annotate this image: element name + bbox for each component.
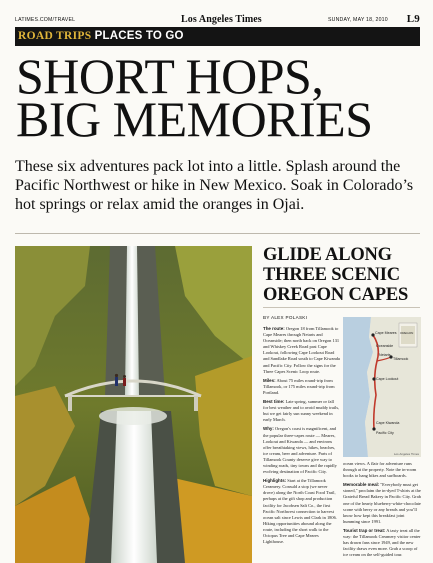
paragraph-label: Tourist trap or treat: [343, 527, 386, 533]
map-label-kiwanda: Cape Kiwanda [376, 421, 400, 425]
paragraph-label: Why: [263, 426, 274, 432]
map-credit: Los Angeles Times [393, 452, 419, 456]
story-column-2 [343, 461, 421, 563]
paragraph-label: Highlights: [263, 478, 287, 484]
issue-date: SUNDAY, MAY 18, 2010 [328, 17, 388, 23]
paragraph-label: The route: [263, 326, 285, 331]
newspaper-logo: Los Angeles Times [181, 14, 262, 25]
section-url[interactable]: LATIMES.COM/TRAVEL [15, 17, 76, 23]
map-label-pacific-city: Pacific City [376, 431, 394, 435]
map-label-oceanside: Oceanside [376, 344, 394, 348]
paragraph-text: Start at the Tillamook Creamery. Consuld a stop (we never drove) along the North Coast Food Trail, perhaps at the gift shop and production facility for Jacobsen Salt Co., the first Pacific Northwest connection to harvest ocean salt since Lewis and Clark in 1806. Hiking opportunities abound along the route, including the short walk to the Octopus Tree and Cape Meares Lighthouse. [263, 478, 337, 545]
paragraph [263, 326, 340, 375]
waterfall-photo [15, 246, 252, 563]
map-label-tillamook: Tillamook [393, 357, 409, 361]
paragraph-text: About 75 miles round-trip from Tillamook, or 175 miles round-trip from Portland. [263, 377, 335, 395]
story-column-1 [263, 326, 340, 563]
byline: BY ALEX POLASKI [263, 315, 308, 320]
map-label-lookout: Cape Lookout [376, 377, 399, 381]
page-headline [16, 48, 420, 147]
divider [15, 233, 420, 234]
section-label-road-trips: ROAD TRIPS [18, 30, 92, 42]
story-title-line-3: OREGON CAPES [263, 285, 409, 305]
paragraph-text: Late spring, summer or fall for best weather and to avoid muddy trails, but we get fairly sun sunny weekend in early March. [263, 399, 340, 423]
paragraph [343, 461, 421, 479]
story-title-line-2: THREE SCENIC [263, 265, 400, 285]
paragraph-label: Best time: [263, 399, 285, 405]
map-label-oregon: OREGON [400, 331, 414, 335]
masthead [15, 14, 420, 26]
page-number: L9 [406, 13, 420, 25]
route-map [343, 317, 421, 457]
paragraph-label: Memorable meal: [343, 482, 380, 488]
headline-line-1: SHORT HOPS, [16, 48, 324, 104]
paragraph-text: A tasty treat all the way: the Tillamook Creamery visitor center has drawn fans since 1949, and the new facility draws even more. Grab a scoop of ice cream on the self-guided tour. [343, 527, 421, 558]
paragraph [263, 399, 340, 423]
story-title-line-1: GLIDE ALONG [263, 245, 392, 265]
map-label-meares: Cape Meares [375, 331, 397, 335]
story-headline [263, 245, 423, 305]
section-label-places: PLACES TO GO [94, 30, 184, 42]
paragraph [263, 478, 340, 545]
deck-text: These six adventures pack lot into a little. Splash around the Pacific Northwest or hike in New Mexico. Soak in Colorado’s hot springs or relax amid the oranges in Ojai. [15, 158, 414, 213]
paragraph [343, 528, 421, 558]
paragraph [343, 482, 421, 525]
map-label-netarts: Netarts [379, 353, 391, 357]
story-divider [263, 307, 420, 308]
headline-line-2: BIG MEMORIES [16, 91, 373, 147]
paragraph-text: ocean views. A flair for adventure runs through at the property. Note the in-room books to hang bikes and surfboards. [343, 461, 417, 479]
paragraph-text: "Everybody must get stoned," proclaim the in-dyed T-shirts at the Grateful Bread Bakery in Pacific City. Grab one of the hearty blueberry-white-chocolate scone with berry or any breads and you’ll know how kept this breakfast joint humming since 1991. [343, 482, 421, 524]
paragraph-text: Oregon 18 from Tillamook to Cape Meares through Netarts and Oceanside; then north back on Oregon 131 and Whiskey Creek Road past Cape Lookout, following Cape Lookout Road and Sandlake Road south to Cape Kiwanda and Pacific City. Follow the signs for the Three Capes Scenic Loop route. [263, 326, 340, 374]
paragraph-text: Oregon's coast is magnificent, and the popular three-capes route — Meares, Lookout and Kiwanda — and environs offer breathtaking views, hikes, beaches, ice cream, beer and adventure. Parts of Tillamook County deserve give way to winding roads, tiny towns and the rapidly evolving destination of Pacific City. [263, 426, 337, 475]
section-bar [15, 27, 420, 46]
paragraph-label: Miles: [263, 377, 276, 383]
paragraph [263, 378, 340, 396]
paragraph [263, 426, 340, 475]
